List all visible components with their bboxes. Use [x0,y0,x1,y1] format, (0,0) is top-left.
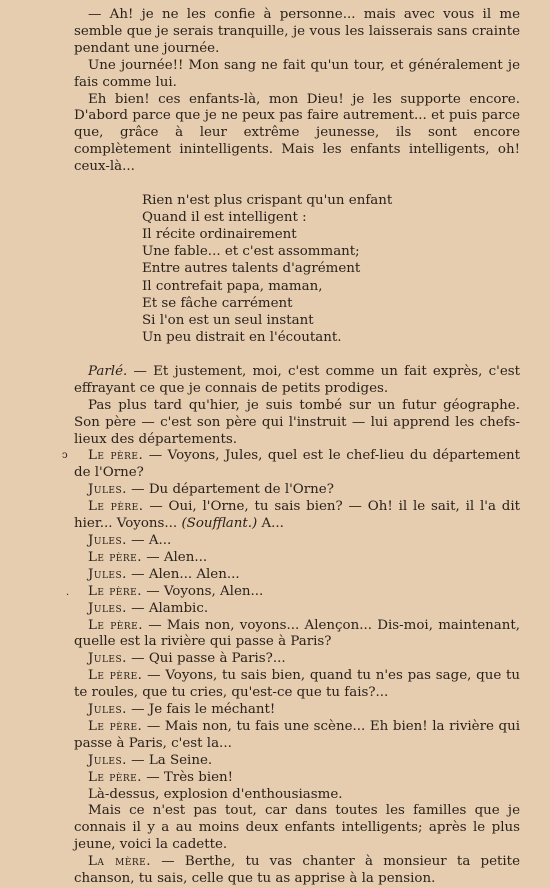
poem-line: Il récite ordinairement [142,227,297,243]
line-text: — Qui passe à Paris?... [126,651,286,667]
dialogue-line [74,702,520,719]
line-text: — Alambic. [126,600,209,616]
line-text: — Très bien! [141,769,234,785]
dialogue-line [74,601,520,618]
dialogue-line [74,550,520,567]
line-text: — Berthe, tu vas chanter à monsieur ta petite chanson, tu sais, celle que tu as apprise à la pension. [74,854,520,887]
paragraph: Une journée!! Mon sang ne fait qu'un tour, et généralement je fais comme lui. [74,57,520,90]
line-text: — Oui, l'Orne, tu sais bien? — Oh! il le sait, il l'a dit hier... Voyons... [74,499,520,532]
dialogue-line [74,482,520,499]
line-text: — Voyons, Jules, quel est le chef-lieu du département de l'Orne? [74,448,520,481]
stage-direction: (Soufflant.) [181,516,258,532]
poem-line: Il contrefait papa, maman, [142,278,323,294]
poem [142,192,520,346]
line-text: — Voyons, Alen... [141,583,264,599]
speaker: Jules. [88,600,127,616]
dialogue-line [74,668,520,702]
poem-line: Et se fâche carrément [142,295,293,311]
speaker: Jules. [88,532,127,548]
dialogue-line [74,584,520,601]
line-text: A... [257,516,284,532]
margin-dot: · [66,590,70,601]
dialogue-line [74,753,520,770]
paragraph: Là-dessus, explosion d'enthousiasme. [88,786,343,802]
speaker: Jules. [88,651,127,667]
speaker: Jules. [88,566,127,582]
paragraph-parle [74,364,520,398]
dialogue-line [74,854,520,888]
poem-line: Entre autres talents d'agrément [142,261,361,277]
line-text: — Alen... Alen... [126,566,240,582]
speaker: Le père. [88,718,143,734]
dialogue-line [74,719,520,753]
paragraph: Eh bien! ces enfants-là, mon Dieu! je les supporte encore. D'abord parce que je ne peux pas faire autrement... et puis parce que, grâce à leur extrême jeunesse, ils sont encore complètement inintelligents. Mais les enfants intelligents, oh! ceux-là... [74,91,520,175]
dialogue-line [74,651,520,668]
poem-line: Un peu distrait en l'écoutant. [142,329,342,345]
line-text: — Voyons, tu sais bien, quand tu n'es pas sage, que tu te roules, que tu cries, qu'est-ce que tu fais?... [74,668,520,701]
line-text: — La Seine. [126,752,213,768]
margin-mark: ↄ [62,450,68,461]
speaker: Jules. [88,752,127,768]
speaker: La mère. [88,854,152,870]
speaker: Jules. [88,482,127,498]
line-text: — Je fais le méchant! [126,702,276,718]
paragraph-text: — Et justement, moi, c'est comme un fait exprès, c'est effrayant ce que je connais de petits prodiges. [74,363,520,396]
paragraph: — Ah! je ne les confie à personne... mais avec vous il me semble que je serais tranquille, je vous les laisserais sans crainte pendant une journée. [74,7,520,56]
line-text: — Mais non, tu fais une scène... Eh bien! la rivière qui passe à Paris, c'est la... [74,718,521,751]
speaker: Le père. [88,448,144,464]
speaker: Le père. [88,583,142,599]
speaker: Le père. [88,668,143,684]
dialogue-line [74,618,520,652]
dialogue-line [74,533,520,550]
line-text: — Alen... [141,549,208,565]
dialogue-line [74,448,520,482]
speaker: Le père. [88,499,144,515]
line-text: — Mais non, voyons... Alençon... Dis-moi, maintenant, quelle est la rivière qui passe à Paris? [74,617,520,650]
dialogue-line [74,567,520,584]
speaker: Le père. [88,617,143,633]
speaker: Le père. [88,549,142,565]
speaker: Jules. [88,702,127,718]
poem-line: Une fable... et c'est assommant; [142,244,360,260]
line-text: — A... [126,532,172,548]
stage-label: Parlé. [88,363,128,379]
paragraph: Pas plus tard qu'hier, je suis tombé sur un futur géographe. Son père — c'est son père qui l'instruit — lui apprend les chefs-lieux des départements. [74,397,520,447]
line-text: — Du département de l'Orne? [126,482,334,498]
poem-line: Quand il est intelligent : [142,210,307,226]
paragraph: Mais ce n'est pas tout, car dans toutes les familles que je connais il y a au moins deux enfants intelligents; après le plus jeune, voici la cadette. [74,803,520,853]
poem-line: Rien n'est plus crispant qu'un enfant [142,193,393,209]
dialogue-line [74,499,520,533]
poem-line: Si l'on est un seul instant [142,312,314,328]
dialogue-line [74,770,520,787]
speaker: Le père. [88,769,142,785]
